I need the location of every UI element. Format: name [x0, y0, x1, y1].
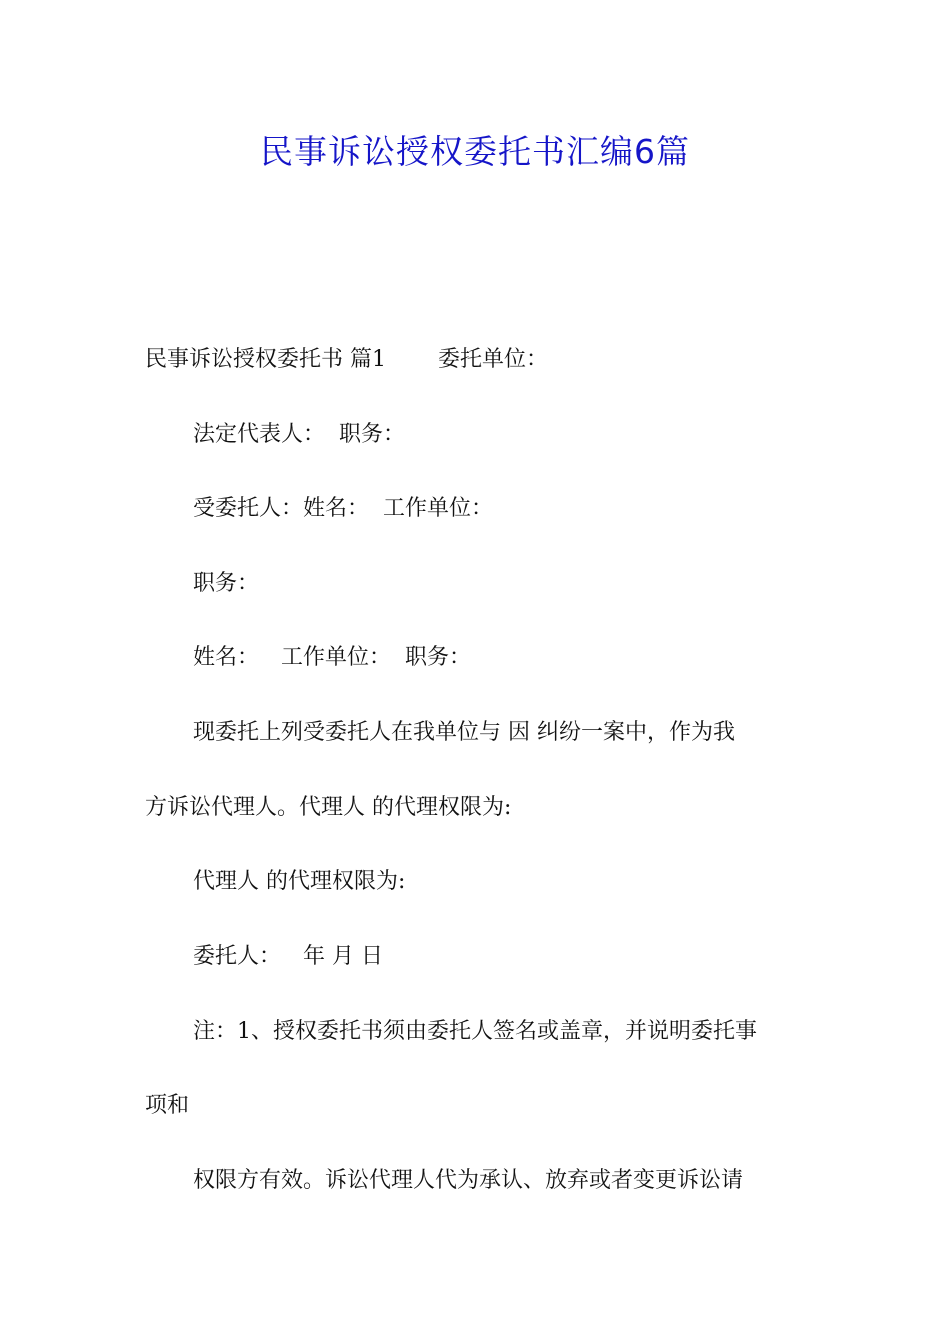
paragraph-1-line-2: 方诉讼代理人。代理人 的代理权限为: — [145, 795, 512, 820]
workplace2-label: 工作单位： — [281, 645, 392, 670]
note-line-2: 项和 — [145, 1093, 190, 1118]
legal-rep-line — [193, 420, 405, 450]
agent-authority-line: 代理人 的代理权限为: — [193, 869, 406, 894]
trustee-workplace-label: 工作单位： — [383, 496, 494, 521]
trustee-name-label: 受委托人：姓名： — [193, 496, 370, 521]
principal-line — [193, 942, 383, 972]
position2-label: 职务： — [405, 645, 472, 670]
legal-rep-position-label: 职务： — [339, 422, 406, 447]
trustee-line — [193, 494, 493, 524]
principal-label: 委托人： — [193, 944, 282, 969]
legal-rep-label: 法定代表人： — [193, 422, 326, 447]
date-label: 年 月 日 — [303, 944, 384, 969]
section-heading-line — [145, 345, 548, 375]
document-title: 民事诉讼授权委托书汇编6篇 — [260, 132, 690, 171]
note-line-1: 注：1、授权委托书须由委托人签名或盖章，并说明委托事 — [193, 1019, 757, 1044]
second-trustee-line — [193, 643, 471, 673]
entrusting-unit-label: 委托单位： — [438, 347, 549, 372]
name2-label: 姓名： — [193, 645, 260, 670]
note-line-3: 权限方有效。诉讼代理人代为承认、放弃或者变更诉讼请 — [193, 1168, 744, 1193]
trustee-position-line — [193, 569, 259, 599]
section-heading: 民事诉讼授权委托书 篇1 — [145, 347, 386, 372]
trustee-position-label: 职务： — [193, 571, 260, 596]
paragraph-1-line-1: 现委托上列受委托人在我单位与 因 纠纷一案中，作为我 — [193, 720, 735, 745]
